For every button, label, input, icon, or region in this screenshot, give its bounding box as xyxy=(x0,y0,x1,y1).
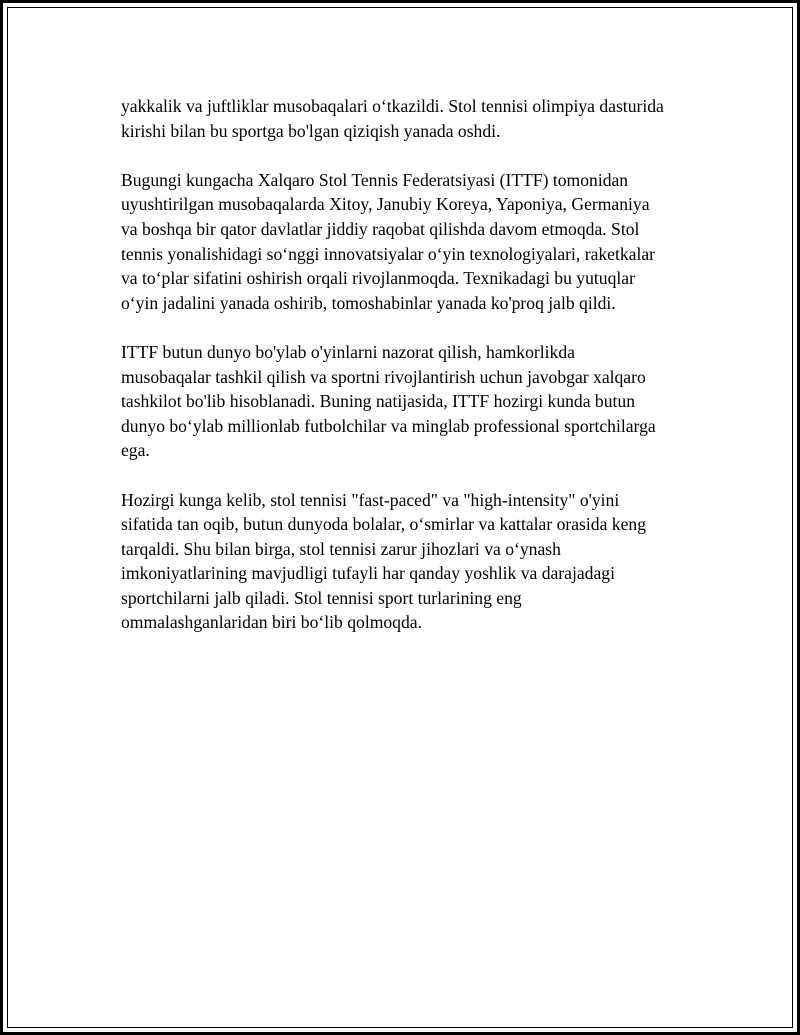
text-line: uyushtirilgan musobaqalarda Xitoy, Janubiy Koreya, Yaponiya, Germaniya xyxy=(121,194,650,215)
text-line: sportchilarni jalb qiladi. Stol tennisi sport turlarining eng xyxy=(121,587,522,608)
paragraph-4 xyxy=(121,488,696,636)
paragraph-1 xyxy=(121,94,696,143)
text-line: ega. xyxy=(121,440,150,461)
text-line: ommalashganlaridan biri bo‘lib qolmoqda. xyxy=(121,612,422,633)
text-line: ITTF butun dunyo bo'ylab o'yinlarni nazorat qilish, hamkorlikda xyxy=(121,341,575,362)
text-line: tarqaldi. Shu bilan birga, stol tennisi zarur jihozlari va o‘ynash xyxy=(121,538,561,559)
paragraph-3 xyxy=(121,340,696,463)
text-line: o‘yin jadalini yanada oshirib, tomoshabinlar yanada ko'proq jalb qildi. xyxy=(121,292,616,313)
text-line: va to‘plar sifatini oshirish orqali rivojlanmoqda. Texnikadagi bu yutuqlar xyxy=(121,268,635,289)
text-line: yakkalik va juftliklar musobaqalari o‘tkazildi. Stol tennisi olimpiya dasturida xyxy=(121,96,664,116)
paragraph-2 xyxy=(121,168,696,316)
text-line: imkoniyatlarining mavjudligi tufayli har qanday yoshlik va darajadagi xyxy=(121,563,615,584)
text-line: tashkilot bo'lib hisoblanadi. Buning natijasida, ITTF hozirgi kunda butun xyxy=(121,391,635,412)
text-line: sifatida tan oqib, butun dunyoda bolalar, o‘smirlar va kattalar orasida keng xyxy=(121,514,646,535)
text-line: kirishi bilan bu sportga bo'lgan qiziqish yanada oshdi. xyxy=(121,120,501,141)
text-line: Hozirgi kunga kelib, stol tennisi "fast-paced" va "high-intensity" o'yini xyxy=(121,489,620,510)
text-line: musobaqalar tashkil qilish va sportni rivojlantirish uchun javobgar xalqaro xyxy=(121,366,646,387)
text-line: dunyo bo‘ylab millionlab futbolchilar va minglab professional sportchilarga xyxy=(121,415,656,436)
text-line: va boshqa bir qator davlatlar jiddiy raqobat qilishda davom etmoqda. Stol xyxy=(121,218,640,239)
text-line: Bugungi kungacha Xalqaro Stol Tennis Federatsiyasi (ITTF) tomonidan xyxy=(121,169,629,190)
document-body xyxy=(121,94,696,660)
text-line: tennis yonalishidagi so‘nggi innovatsiyalar o‘yin texnologiyalari, raketkalar xyxy=(121,243,656,264)
